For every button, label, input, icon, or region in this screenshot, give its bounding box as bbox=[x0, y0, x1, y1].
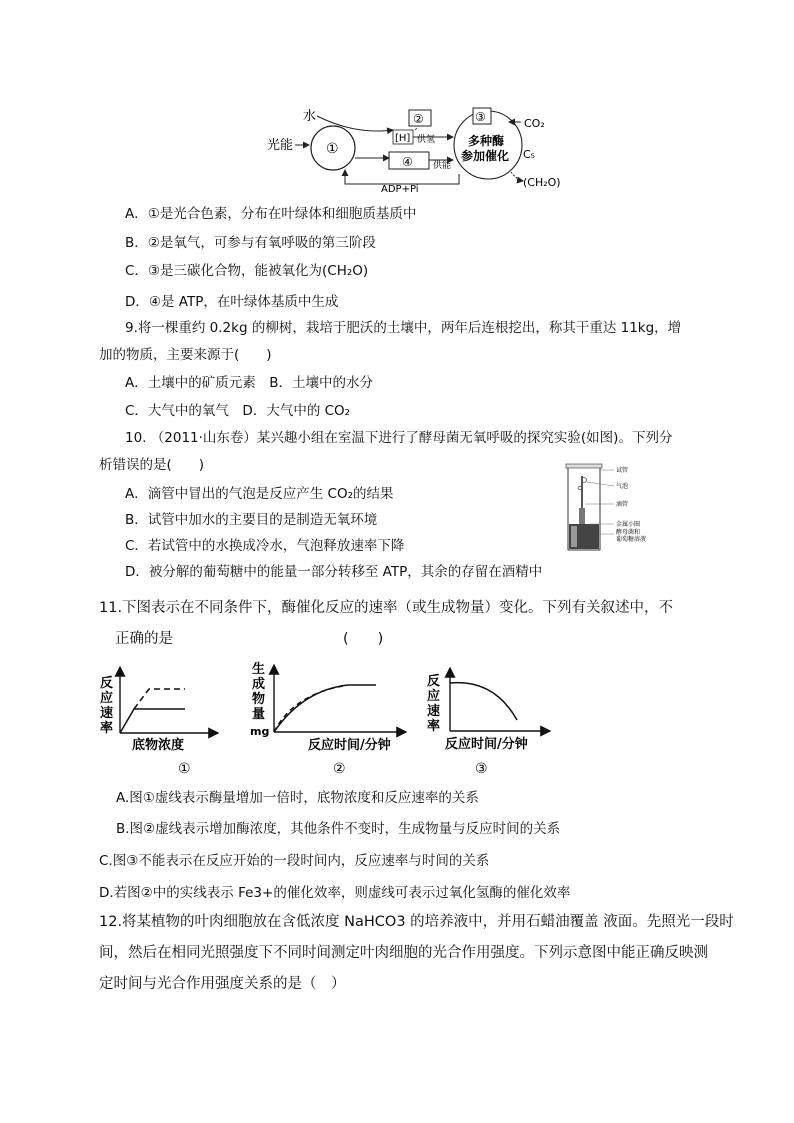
label-4: ④ bbox=[402, 155, 413, 169]
q11-option-a: A.图①虚线表示酶量增加一倍时，底物浓度和反应速率的关系 bbox=[116, 790, 479, 806]
g2-xlabel: 反应时间/分钟 bbox=[308, 738, 391, 753]
arrow-to-2 bbox=[415, 128, 417, 130]
q8-option-c: C．③是三碳化合物，能被氧化为(CH₂O) bbox=[125, 263, 369, 279]
tube-label: 试管 bbox=[616, 467, 629, 474]
q8-option-b: B．②是氧气，可参与有氧呼吸的第三阶段 bbox=[125, 235, 376, 251]
q9-stem-line2: 加的物质，主要来源于( ) bbox=[99, 347, 272, 363]
adp-return bbox=[345, 170, 459, 184]
g1-ylabel-2: 应 bbox=[100, 691, 114, 706]
q12-stem-line1: 12.将某植物的叶肉细胞放在含低浓度 NaHCO3 的培养液中，并用石蜡油覆盖 液面。先照光一段时 bbox=[99, 914, 734, 930]
q11-option-d: D.若图②中的实线表示 Fe3+的催化效率，则虚线可表示过氧化氢酶的催化效率 bbox=[99, 885, 571, 901]
graph-1 bbox=[98, 665, 223, 777]
water-label: 水 bbox=[303, 109, 317, 124]
h-label: [H] bbox=[395, 133, 411, 144]
ch2o-label: (CH₂O) bbox=[523, 176, 561, 189]
q11-answer-paren: ( ) bbox=[343, 631, 384, 647]
q10-stem-line1: 10. （2011·山东卷）某兴趣小组在室温下进行了酵母菌无氧呼吸的探究实验(如图)。下列分 bbox=[125, 430, 673, 446]
g1-number: ① bbox=[178, 761, 191, 777]
q10-stem-line2: 析错误的是( ) bbox=[99, 457, 205, 473]
g1-ylabel-4: 率 bbox=[100, 721, 114, 736]
q9-stem-line1: 9.将一棵重约 0.2kg 的柳树，栽培于肥沃的土壤中，两年后连根挖出，称其干重达 11kg，增 bbox=[125, 320, 682, 336]
g3-curve bbox=[450, 683, 517, 720]
yeast-experiment-figure bbox=[560, 462, 670, 554]
light-label: 光能 bbox=[267, 138, 294, 153]
g1-dashed-curve bbox=[134, 689, 185, 709]
g1-solid-curve bbox=[120, 709, 185, 733]
q9-options-cd: C．大气中的氧气 D．大气中的 CO₂ bbox=[125, 403, 351, 419]
g2-ylabel-1: 生 bbox=[252, 662, 266, 677]
g2-ylabel-4: 量 bbox=[252, 707, 266, 722]
g3-number: ③ bbox=[475, 761, 488, 777]
water-arc bbox=[317, 116, 393, 131]
g1-ylabel-1: 反 bbox=[100, 676, 114, 691]
g2-ylabel-3: 物 bbox=[252, 692, 266, 707]
q8-option-a: A．①是光合色素，分布在叶绿体和细胞质基质中 bbox=[125, 206, 417, 222]
ring-label: 金属小圈 bbox=[616, 521, 641, 528]
g1-ylabel-3: 速 bbox=[100, 706, 114, 721]
g2-number: ② bbox=[333, 761, 346, 777]
q11-option-c: C.图③不能表示在反应开始的一段时间内，反应速率与时间的关系 bbox=[99, 853, 490, 869]
q10-option-a: A．滴管中冒出的气泡是反应产生 CO₂的结果 bbox=[125, 486, 394, 502]
label-2: ② bbox=[413, 112, 424, 126]
q11-stem-line2: 正确的是 bbox=[115, 631, 173, 647]
adp-label: ADP+Pi bbox=[381, 184, 419, 195]
g2-ylabel-unit: mg bbox=[250, 725, 270, 738]
g2-solid-curve bbox=[274, 685, 376, 732]
g1-xlabel: 底物浓度 bbox=[132, 738, 185, 753]
tube-cap bbox=[566, 464, 602, 468]
g2-ylabel-2: 成 bbox=[252, 677, 266, 692]
co2-label: CO₂ bbox=[524, 117, 545, 130]
q12-stem-line2: 间，然后在相同光照强度下不同时间测定叶肉细胞的光合作用强度。下列示意图中能正确反映测 bbox=[99, 945, 708, 961]
g3-ylabel-1: 反 bbox=[427, 674, 441, 689]
label-1: ① bbox=[326, 141, 339, 157]
liquid-light bbox=[571, 526, 577, 547]
graph-2 bbox=[248, 660, 410, 777]
liquid-label-1: 酵母菌和 bbox=[616, 529, 641, 536]
q11-option-b: B.图②虚线表示增加酶浓度，其他条件不变时，生成物量与反应时间的关系 bbox=[116, 821, 561, 837]
q10-option-d: D．被分解的葡萄糖中的能量一部分转移至 ATP，其余的存留在酒精中 bbox=[125, 564, 543, 580]
label-3: ③ bbox=[475, 110, 486, 124]
c5-label: C₅ bbox=[523, 148, 536, 161]
g3-ylabel-4: 率 bbox=[427, 719, 441, 734]
graph-3 bbox=[424, 665, 554, 777]
enzyme-line2: 参加催化 bbox=[461, 149, 510, 163]
ch2o-arrow bbox=[511, 172, 523, 181]
q10-option-c: C．若试管中的水换成冷水，气泡释放速率下降 bbox=[125, 538, 405, 554]
q9-options-ab: A．土壤中的矿质元素 B．土壤中的水分 bbox=[125, 375, 373, 391]
enzyme-line1: 多种酶 bbox=[468, 134, 505, 148]
g2-dashed-curve bbox=[274, 686, 343, 732]
bubble-label: 气泡 bbox=[616, 483, 629, 490]
dropper-label: 滴管 bbox=[616, 501, 629, 508]
q10-option-b: B．试管中加水的主要目的是制造无氧环境 bbox=[125, 512, 378, 528]
g3-ylabel-3: 速 bbox=[427, 704, 441, 719]
q11-stem-line1: 11.下图表示在不同条件下，酶催化反应的速率（或生成物量）变化。下列有关叙述中，不 bbox=[99, 600, 674, 616]
photosynthesis-diagram bbox=[265, 100, 575, 196]
dropper-bulb bbox=[579, 508, 585, 524]
supply-h-label: 供氢 bbox=[417, 135, 436, 145]
g3-xlabel: 反应时间/分钟 bbox=[445, 737, 528, 752]
supply-energy-label: 供能 bbox=[433, 161, 452, 171]
liquid-label-2: 葡萄糖溶液 bbox=[616, 536, 647, 543]
q8-option-d: D．④是 ATP，在叶绿体基质中生成 bbox=[125, 294, 339, 310]
q12-stem-line3: 定时间与光合作用强度关系的是（ ） bbox=[99, 976, 346, 992]
g3-ylabel-2: 应 bbox=[427, 689, 441, 704]
